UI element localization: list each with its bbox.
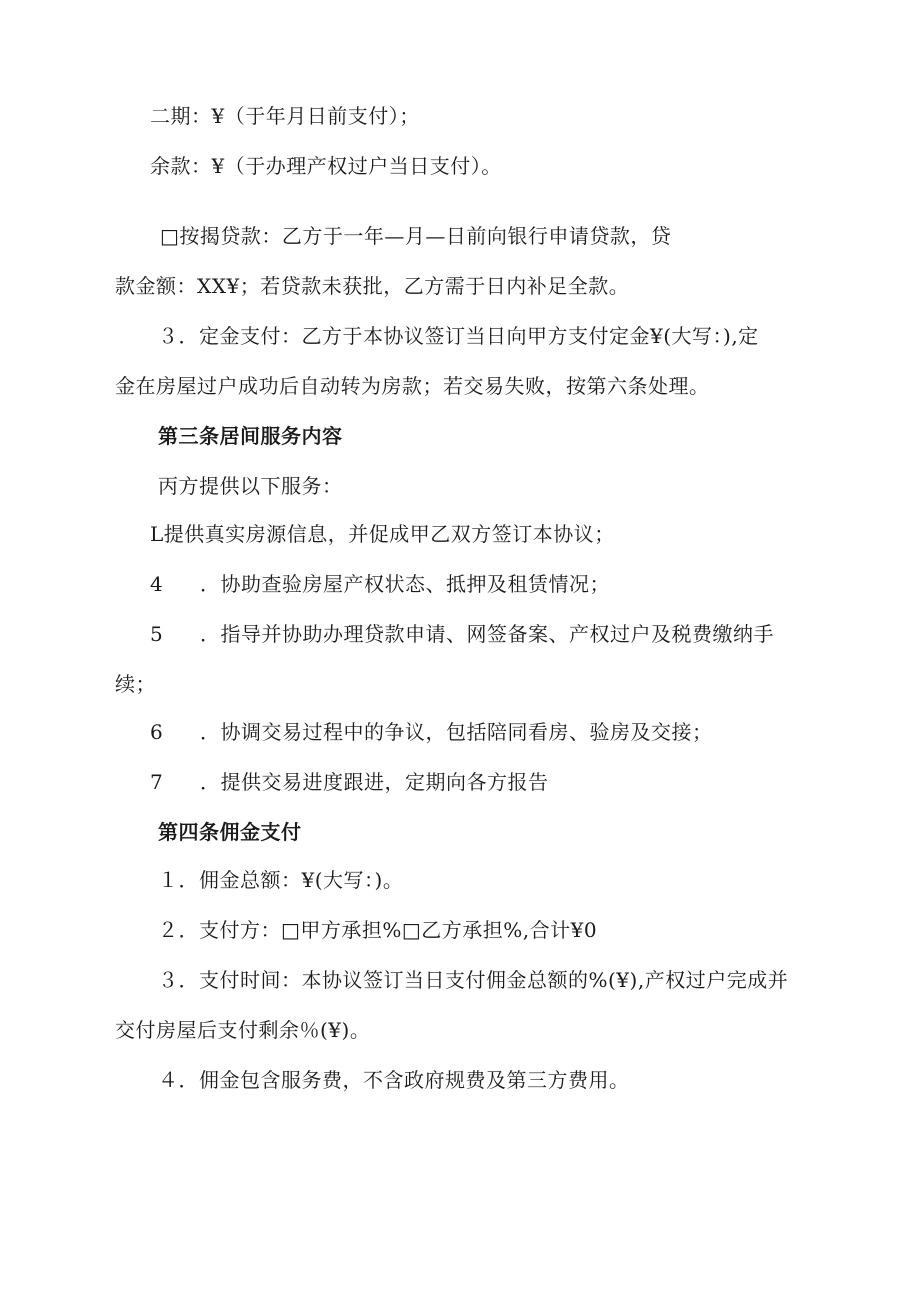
section3-item-4-number: 4 [150,572,164,596]
section3-item-7 [150,768,549,796]
mortgage-amount-line: 款金额：XX¥；若贷款未获批，乙方需于日内补足全款。 [115,274,630,298]
section3-intro: 丙方提供以下服务： [158,474,343,498]
section3-item-6-number: 6 [150,720,164,744]
deposit-payment-cont-line: 金在房屋过户成功后自动转为房款；若交易失败，按第六条处理。 [115,374,710,398]
section3-item-5 [150,620,774,648]
section4-item-3: ３．支付时间：本协议签订当日支付佣金总额的%(¥),产权过户完成并 [158,968,789,992]
section3-item-5-text: ．指导并协助办理贷款申请、网签备案、产权过户及税费缴纳手 [200,622,774,646]
section3-item-5-cont: 续； [115,672,156,696]
section4-item-4: ４．佣金包含服务费，不含政府规费及第三方费用。 [158,1068,630,1092]
payment-balance-line: 余款：¥（于办理产权过户当日支付）。 [150,154,502,178]
mortgage-option-line: □按揭贷款：乙方于一年—月—日前向银行申请贷款，贷 [160,224,672,248]
section3-item-5-number: 5 [150,622,164,646]
section3-item-6-text: ．协调交易过程中的争议，包括陪同看房、验房及交接； [200,720,713,744]
section3-item-7-number: 7 [150,770,164,794]
section4-item-2: ２．支付方：□甲方承担%□乙方承担%,合计¥0 [158,918,598,942]
section3-item-6 [150,718,713,746]
section3-item-1: L提供真实房源信息，并促成甲乙双方签订本协议； [150,522,615,546]
deposit-payment-line: ３．定金支付：乙方于本协议签订当日向甲方支付定金¥(大写：),定 [158,324,759,348]
section3-item-4-text: ．协助查验房屋产权状态、抵押及租赁情况； [200,572,610,596]
section4-title: 第四条佣金支付 [158,820,302,844]
section4-item-3-cont: 交付房屋后支付剩余％(¥)。 [115,1018,371,1042]
section3-item-7-text: ．提供交易进度跟进，定期向各方报告 [200,770,549,794]
section3-title: 第三条居间服务内容 [158,424,343,448]
section3-item-4 [150,570,610,598]
section4-item-1: １．佣金总额：¥(大写：)。 [158,868,404,892]
payment-phase2-line: 二期：¥（于年月日前支付）； [150,104,420,128]
